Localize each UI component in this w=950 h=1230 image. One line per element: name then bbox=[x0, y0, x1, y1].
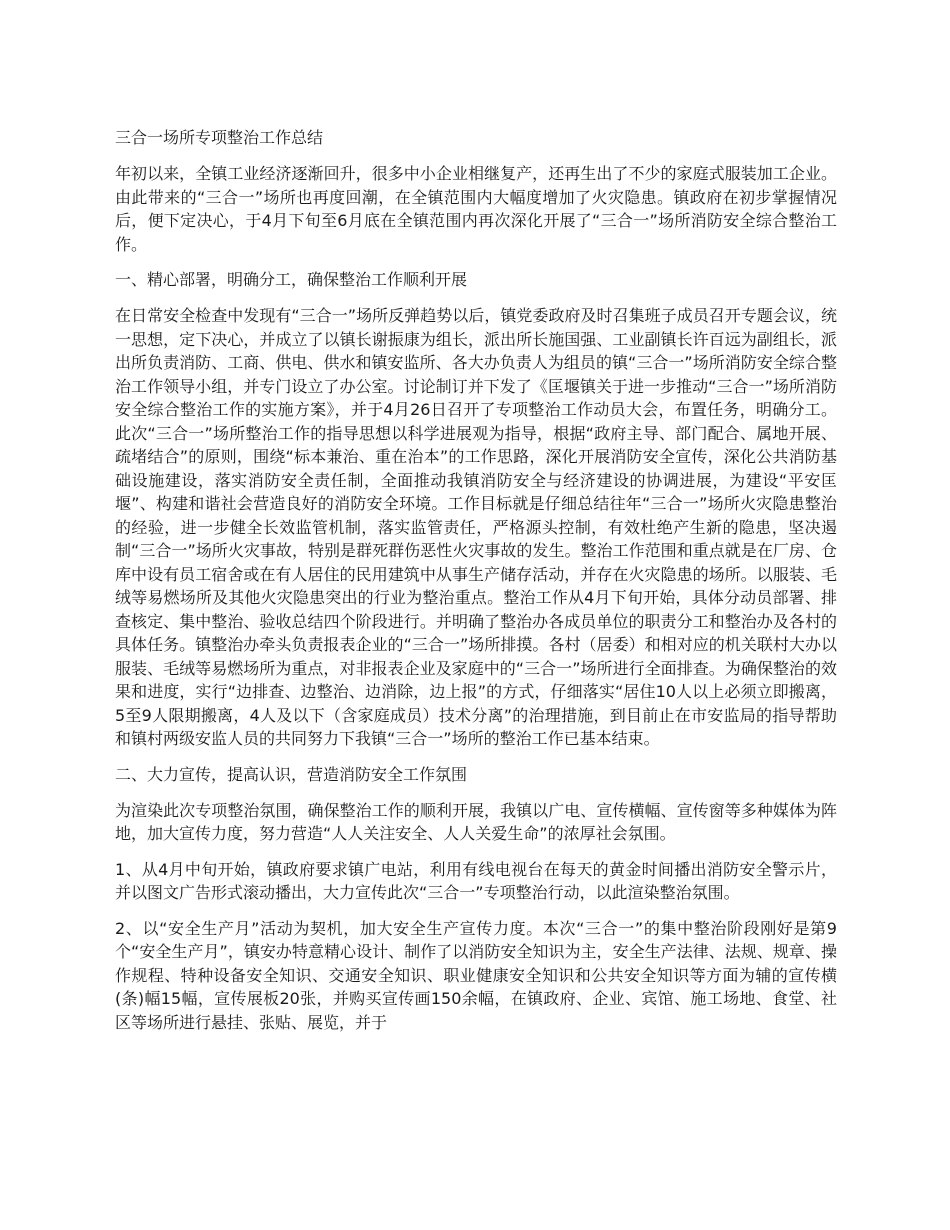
section-1-body: 在日常安全检查中发现有“三合一”场所反弹趋势以后，镇党委政府及时召集班子成员召开专题会议，统一思想，定下决心，并成立了以镇长谢振康为组长，派出所长施国强、工业副镇长许百远为副组长，派出所负责消防、工商、供电、供水和镇安监所、各大办负责人为组员的镇“三合一”场所消防安全综合整治工作领导小组，并专门设立了办公室。讨论制订并下发了《匡堰镇关于进一步推动“三合一”场所消防安全综合整治工作的实施方案》，并于4月26日召开了专项整治工作动员大会，布置任务，明确分工。此次“三合一”场所整治工作的指导思想以科学进展观为指导，根据“政府主导、部门配合、属地开展、疏堵结合”的原则，围绕“标本兼治、重在治本”的工作思路，深化开展消防安全宣传，深化公共消防基础设施建设，落实消防安全责任制，全面推动我镇消防安全与经济建设的协调进展，为建设“平安匡堰”、构建和谐社会营造良好的消防安全环境。工作目标就是仔细总结往年“三合一”场所火灾隐患整治的经验，进一步健全长效监管机制，落实监管责任，严格源头控制，有效杜绝产生新的隐患，坚决遏制“三合一”场所火灾事故，特别是群死群伤恶性火灾事故的发生。整治工作范围和重点就是在厂房、仓库中设有员工宿舍或在有人居住的民用建筑中从事生产储存活动，并存在火灾隐患的场所。以服装、毛绒等易燃场所及其他火灾隐患突出的行业为整治重点。整治工作从4月下旬开始，具体分动员部署、排查核定、集中整治、验收总结四个阶段进行。并明确了整治办各成员单位的职责分工和整治办及各村的具体任务。镇整治办牵头负责报表企业的“三合一”场所排摸。各村（居委）和相对应的机关联村大办以服装、毛绒等易燃场所为重点，对非报表企业及家庭中的“三合一”场所进行全面排查。为确保整治的效果和进度，实行“边排查、边整治、边消除，边上报”的方式，仔细落实“居住10人以上必须立即搬离，5至9人限期搬离，4人及以下（含家庭成员）技术分离”的治理措施，到目前止在市安监局的指导帮助和镇村两级安监人员的共同努力下我镇“三合一”场所的整治工作已基本结束。 bbox=[115, 306, 837, 748]
intro-paragraph: 年初以来，全镇工业经济逐渐回升，很多中小企业相继复产，还再生出了不少的家庭式服装加工企业。由此带来的“三合一”场所也再度回潮，在全镇范围内大幅度增加了火灾隐患。镇政府在初步掌握情况后，便下定决心，于4月下旬至6月底在全镇范围内再次深化开展了“三合一”场所消防安全综合整治工作。 bbox=[115, 164, 837, 254]
section-2-body: 为渲染此次专项整治氛围，确保整治工作的顺利开展，我镇以广电、宣传横幅、宣传窗等多种媒体为阵地，加大宣传力度，努力营造“人人关注安全、人人关爱生命”的浓厚社会氛围。 bbox=[115, 800, 837, 843]
section-2-heading: 二、大力宣传，提高认识，营造消防安全工作氛围 bbox=[115, 764, 468, 784]
section-2-item-1: 1、从4月中旬开始，镇政府要求镇广电站，利用有线电视台在每天的黄金时间播出消防安全警示片，并以图文广告形式滚动播出，大力宣传此次“三合一”专项整治行动，以此渲染整治氛围。 bbox=[115, 859, 837, 902]
section-1-heading: 一、精心部署，明确分工，确保整治工作顺利开展 bbox=[115, 270, 468, 289]
document-page bbox=[115, 126, 837, 1046]
section-2-item-2: 2、以“安全生产月”活动为契机，加大安全生产宣传力度。本次“三合一”的集中整治阶段刚好是第9个“安全生产月”，镇安办特意精心设计、制作了以消防安全知识为主，安全生产法律、法规、规章、操作规程、特种设备安全知识、交通安全知识、职业健康安全知识和公共安全知识等方面为辅的宣传横(条)幅15幅，宣传展板20张，并购买宣传画150余幅，在镇政府、企业、宾馆、施工场地、食堂、社区等场所进行悬挂、张贴、展览，并于 bbox=[115, 918, 837, 1032]
document-title: 三合一场所专项整治工作总结 bbox=[115, 128, 324, 147]
